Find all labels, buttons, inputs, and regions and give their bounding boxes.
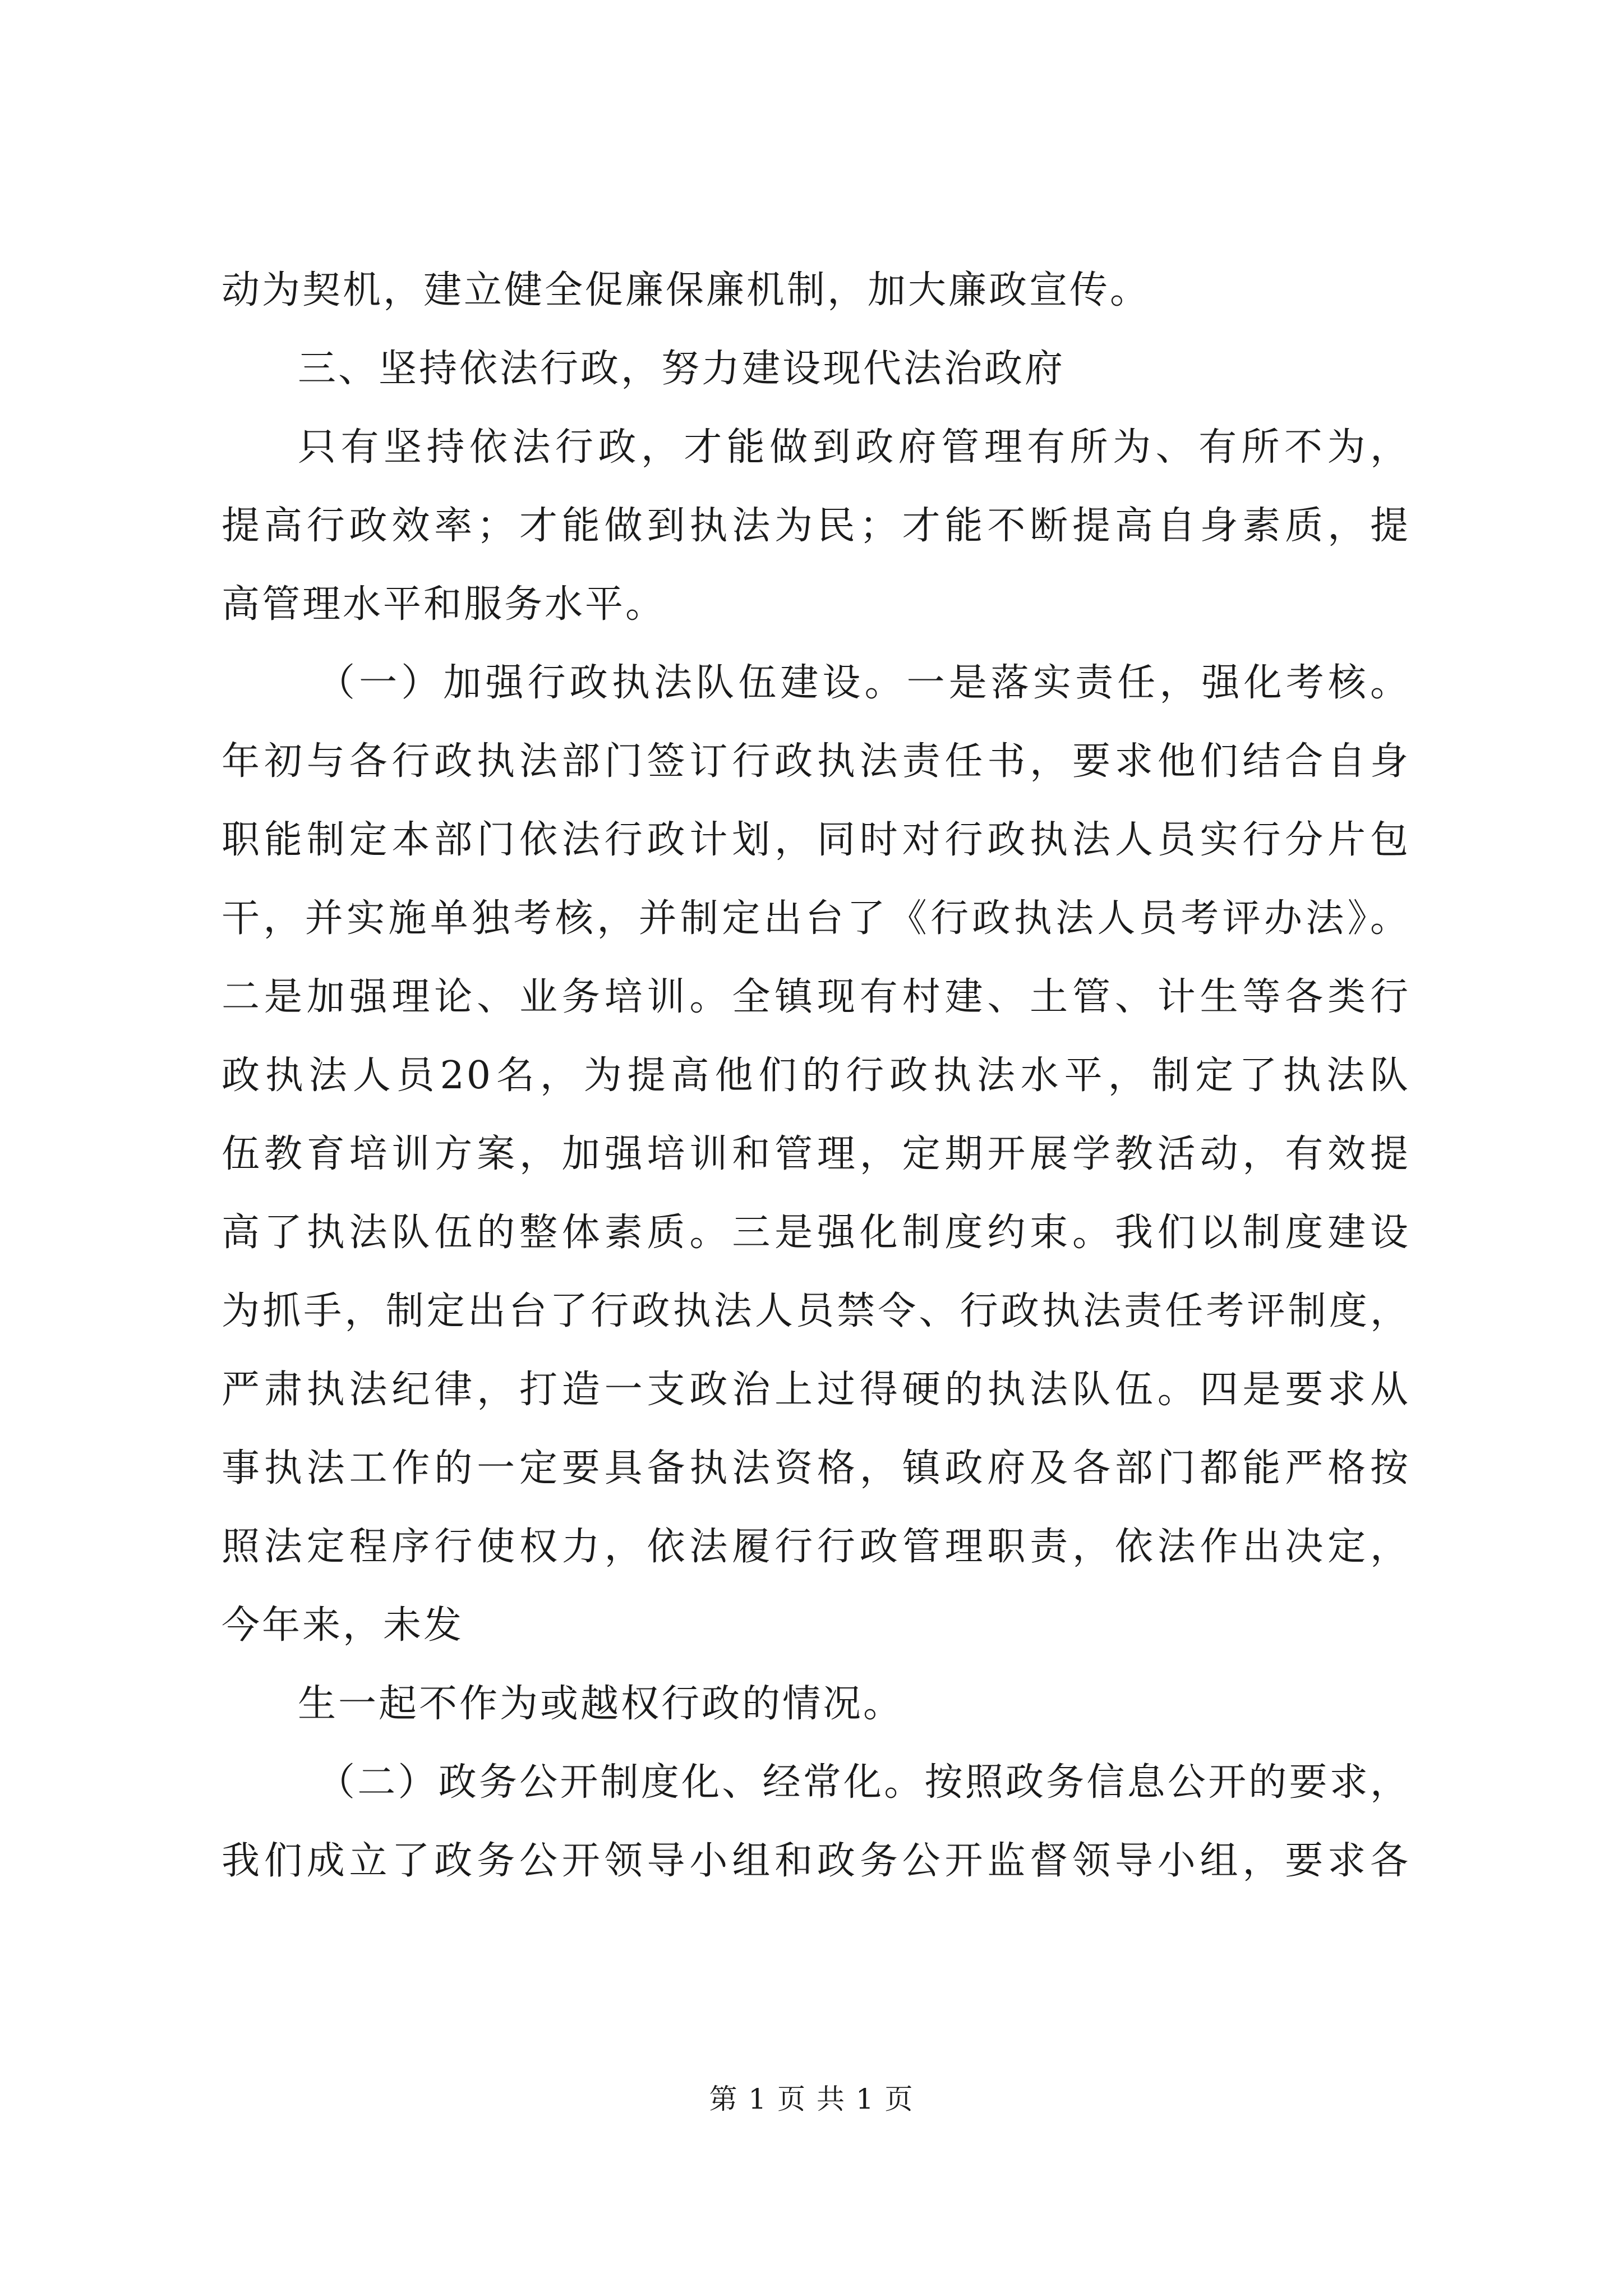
text-line: 照法定程序行使权力，依法履行行政管理职责，依法作出决定，	[222, 1525, 1410, 1569]
page-number-footer: 第 1 页 共 1 页	[709, 2083, 914, 2115]
section-heading: 三、坚持依法行政，努力建设现代法治政府	[298, 347, 1066, 391]
text-line: 高了执法队伍的整体素质。三是强化制度约束。我们以制度建设	[222, 1211, 1410, 1255]
text-line: （一）加强行政执法队伍建设。一是落实责任，强化考核。	[317, 661, 1410, 705]
text-line: 为抓手，制定出台了行政执法人员禁令、行政执法责任考评制度，	[222, 1289, 1410, 1333]
text-line: 年初与各行政执法部门签订行政执法责任书，要求他们结合自身	[222, 739, 1410, 784]
text-line: 我们成立了政务公开领导小组和政务公开监督领导小组，要求各	[222, 1839, 1410, 1883]
text-line: 伍教育培训方案，加强培训和管理，定期开展学教活动，有效提	[222, 1132, 1410, 1176]
text-line: 今年来，未发	[222, 1603, 464, 1648]
text-line: 二是加强理论、业务培训。全镇现有村建、土管、计生等各类行	[222, 975, 1410, 1019]
text-line: 事执法工作的一定要具备执法资格，镇政府及各部门都能严格按	[222, 1446, 1410, 1490]
text-line: 只有坚持依法行政，才能做到政府管理有所为、有所不为，	[298, 425, 1410, 470]
text-line: 动为契机，建立健全促廉保廉机制，加大廉政宣传。	[222, 268, 1151, 312]
text-line: 严肃执法纪律，打造一支政治上过得硬的执法队伍。四是要求从	[222, 1368, 1410, 1412]
text-line: 提高行政效率；才能做到执法为民；才能不断提高自身素质，提	[222, 504, 1410, 548]
text-line: 生一起不作为或越权行政的情况。	[298, 1682, 904, 1726]
text-line: 干，并实施单独考核，并制定出台了《行政执法人员考评办法》。	[222, 896, 1410, 941]
text-line: 高管理水平和服务水平。	[222, 582, 666, 627]
document-body	[222, 251, 1410, 1901]
text-line: （二）政务公开制度化、经常化。按照政务信息公开的要求，	[317, 1760, 1410, 1805]
text-line: 政执法人员20名，为提高他们的行政执法水平，制定了执法队	[222, 1053, 1410, 1098]
text-line: 职能制定本部门依法行政计划，同时对行政执法人员实行分片包	[222, 818, 1410, 862]
